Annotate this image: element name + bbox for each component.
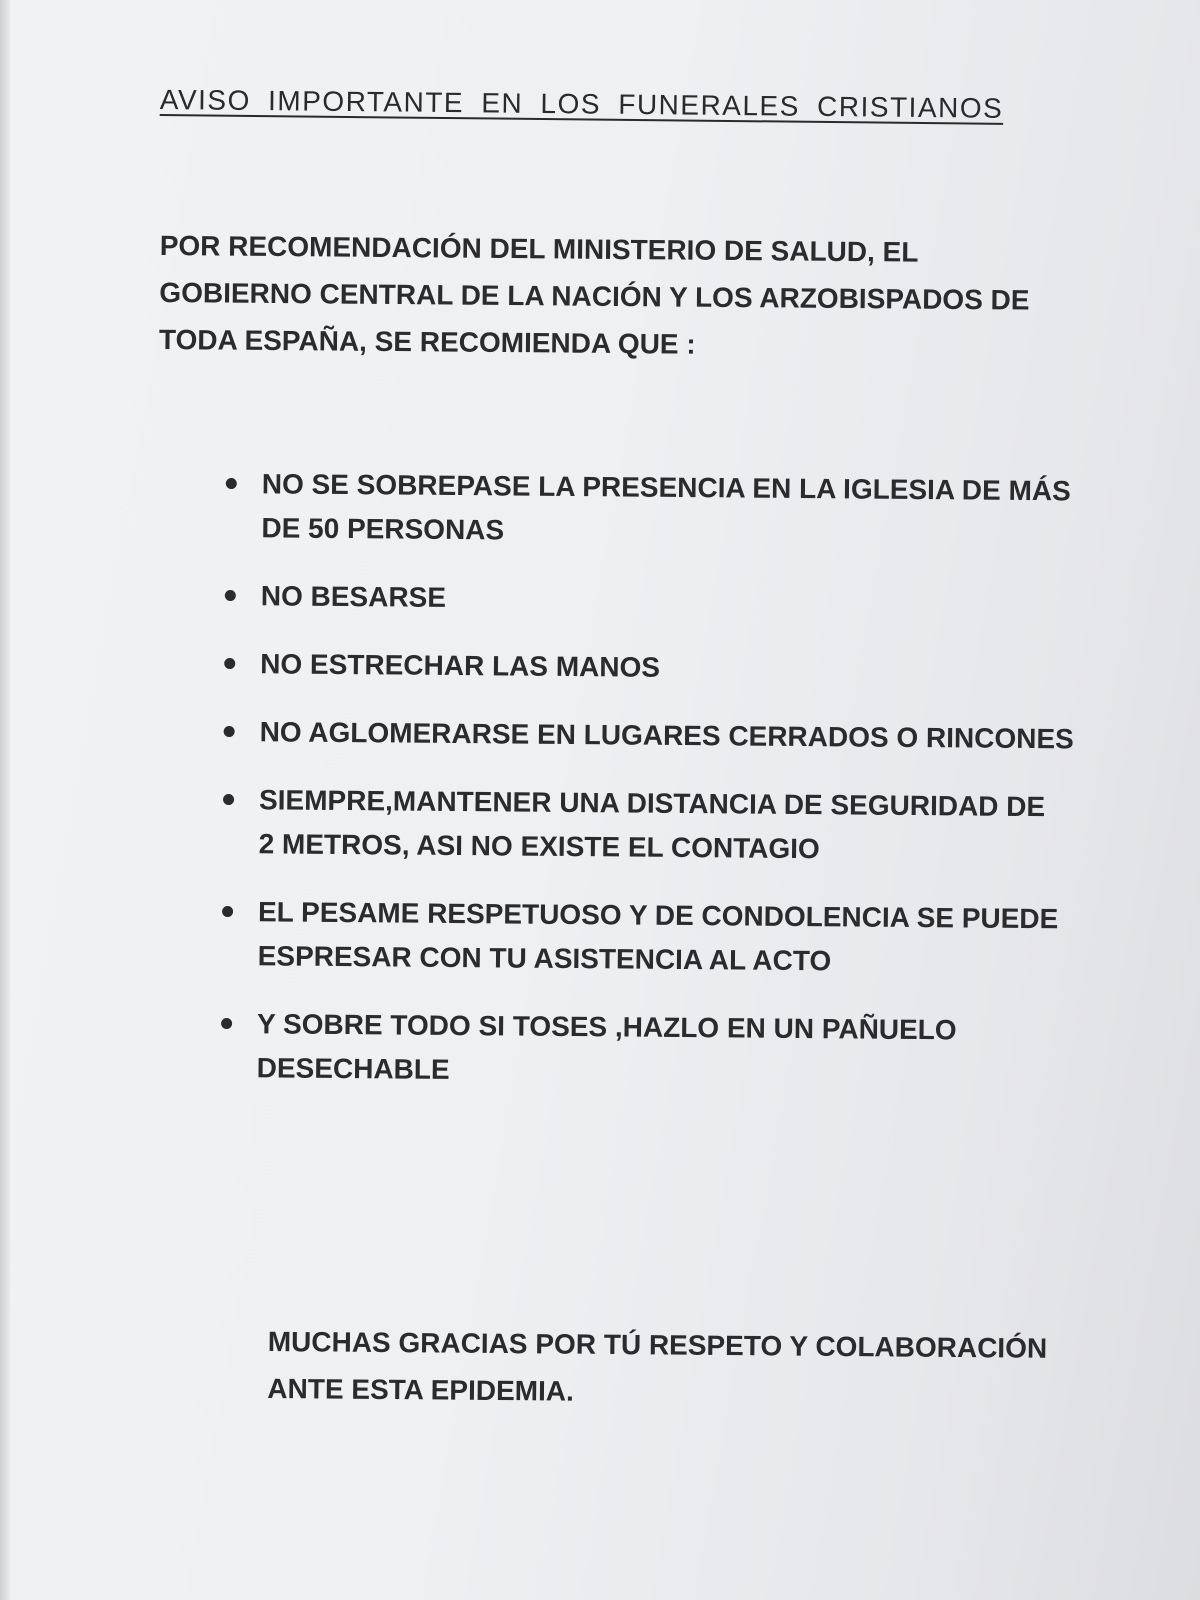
bullet-icon	[223, 794, 234, 805]
closing-message	[267, 1318, 1088, 1419]
list-item	[221, 890, 1072, 985]
intro-line: TODA ESPAÑA, SE RECOMIENDA QUE :	[158, 323, 696, 360]
list-item	[225, 462, 1076, 557]
closing-line: ANTE ESTA EPIDEMIA.	[267, 1372, 574, 1407]
bullet-icon	[221, 1018, 232, 1029]
list-item-line: NO ESTRECHAR LAS MANOS	[260, 648, 661, 683]
list-item-line: NO SE SOBREPASE LA PRESENCIA EN LA IGLESIA DE MÁS	[261, 468, 1071, 507]
list-item	[223, 710, 1073, 761]
list-item-line: SIEMPRE,MANTENER UNA DISTANCIA DE SEGURIDAD DE	[258, 784, 1046, 823]
list-item-line: NO BESARSE	[260, 580, 447, 613]
list-item	[221, 1002, 1072, 1097]
intro-paragraph	[159, 222, 1060, 371]
intro-line: GOBIERNO CENTRAL DE LA NACIÓN Y LOS ARZOBISPADOS DE	[159, 276, 1030, 316]
list-item	[224, 642, 1074, 693]
bullet-icon	[222, 906, 233, 917]
bullet-icon	[225, 590, 236, 601]
bullet-icon	[226, 478, 237, 489]
intro-line: POR RECOMENDACIÓN DEL MINISTERIO DE SALUD, EL	[159, 229, 919, 268]
notice-title: AVISO IMPORTANTE EN LOS FUNERALES CRISTIANOS	[159, 84, 1004, 124]
list-item-line: 2 METROS, ASI NO EXISTE EL CONTAGIO	[258, 828, 820, 865]
list-item-line: ESPRESAR CON TU ASISTENCIA AL ACTO	[257, 940, 832, 977]
closing-line: MUCHAS GRACIAS POR TÚ RESPETO Y COLABORACIÓN	[267, 1325, 1048, 1364]
list-item-line: EL PESAME RESPETUOSO Y DE CONDOLENCIA SE PUEDE	[257, 896, 1059, 935]
list-item-line: DESECHABLE	[256, 1052, 450, 1085]
list-item-line: NO AGLOMERARSE EN LUGARES CERRADOS O RINCONES	[259, 716, 1074, 755]
list-item-line: DE 50 PERSONAS	[261, 512, 505, 546]
list-item	[225, 574, 1075, 625]
list-item	[222, 778, 1073, 873]
recommendations-list	[220, 462, 1076, 1121]
bullet-icon	[224, 726, 235, 737]
list-item-line: Y SOBRE TODO SI TOSES ,HAZLO EN UN PAÑUELO	[256, 1008, 957, 1046]
bullet-icon	[224, 658, 235, 669]
paper-edge-shadow	[0, 0, 10, 1600]
